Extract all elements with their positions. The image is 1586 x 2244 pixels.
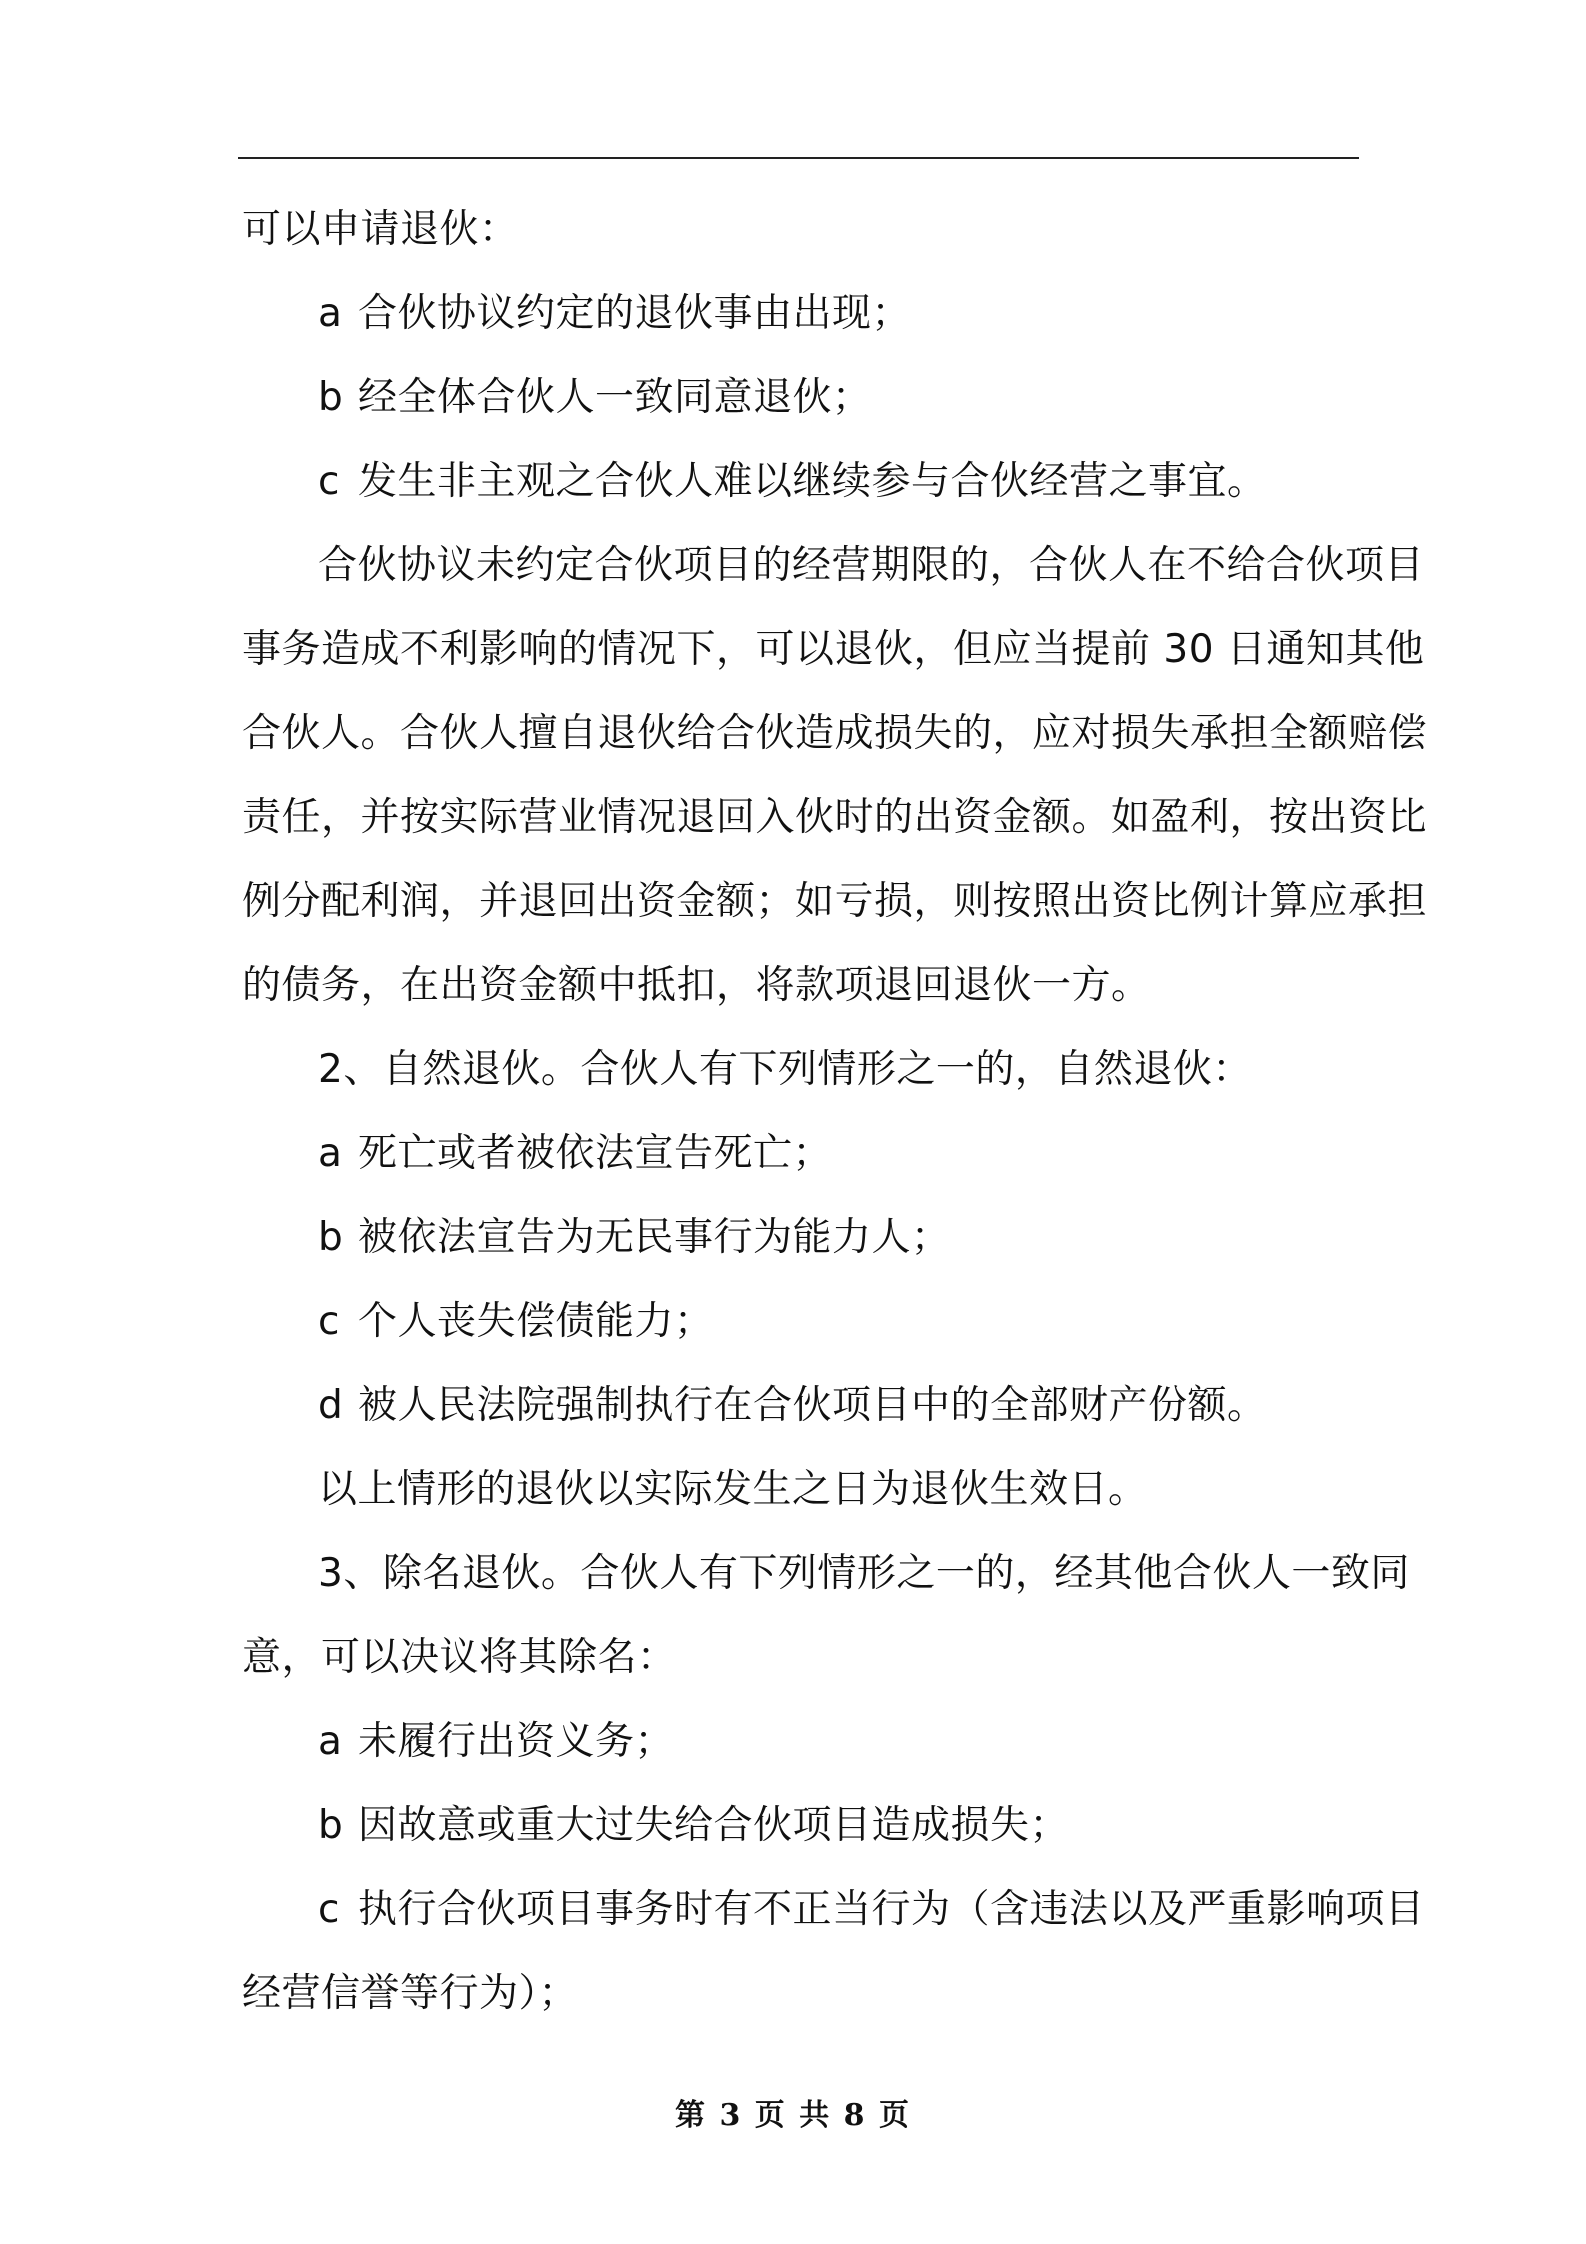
- list-item-text: 发生非主观之合伙人难以继续参与合伙经营之事宜。: [358, 459, 1267, 504]
- list-marker: a: [318, 1719, 343, 1764]
- paragraph-line: 责任，并按实际营业情况退回入伙时的出资金额。如盈利，按出资比: [242, 795, 1428, 840]
- header-rule: [238, 157, 1359, 159]
- list-item: [242, 440, 1359, 524]
- list-item-text: 个人丧失偿债能力；: [358, 1299, 714, 1344]
- list-marker: b: [318, 1215, 344, 1260]
- list-marker: c: [318, 459, 340, 504]
- list-marker: a: [318, 1131, 343, 1176]
- list-item-text: 死亡或者被依法宣告死亡；: [358, 1131, 833, 1176]
- paragraph-line: 以上情形的退伙以实际发生之日为退伙生效日。: [318, 1467, 1148, 1512]
- text-line: 可以申请退伙：: [242, 207, 519, 252]
- list-item: [242, 1868, 1425, 1952]
- list-item: [242, 1112, 1359, 1196]
- paragraph-line: 合伙人。合伙人擅自退伙给合伙造成损失的，应对损失承担全额赔偿: [242, 711, 1428, 756]
- list-marker: c: [318, 1299, 340, 1344]
- list-marker: a: [318, 291, 343, 336]
- list-item: [242, 1700, 1359, 1784]
- list-item-text: 经全体合伙人一致同意退伙；: [358, 375, 872, 420]
- list-item-text: 合伙协议约定的退伙事由出现；: [358, 291, 912, 336]
- list-item: [242, 272, 1359, 356]
- section-heading: 2、自然退伙。合伙人有下列情形之一的，自然退伙：: [318, 1047, 1252, 1092]
- section-heading: 3、除名退伙。合伙人有下列情形之一的，经其他合伙人一致同: [318, 1551, 1410, 1596]
- list-item: [242, 1784, 1359, 1868]
- list-item: [242, 356, 1359, 440]
- list-item-text: 因故意或重大过失给合伙项目造成损失；: [358, 1803, 1070, 1848]
- paragraph-line: 意，可以决议将其除名：: [242, 1635, 677, 1680]
- list-item: [242, 1196, 1359, 1280]
- list-item-text: 执行合伙项目事务时有不正当行为（含违法以及严重影响项目: [358, 1887, 1425, 1932]
- paragraph-line: 例分配利润，并退回出资金额；如亏损，则按照出资比例计算应承担: [242, 879, 1428, 924]
- list-marker: b: [318, 1803, 344, 1848]
- list-item-text: 未履行出资义务；: [358, 1719, 675, 1764]
- list-item-text: 被人民法院强制执行在合伙项目中的全部财产份额。: [358, 1383, 1267, 1428]
- paragraph-line: 事务造成不利影响的情况下，可以退伙，但应当提前 30 日通知其他: [242, 627, 1425, 672]
- list-marker: c: [318, 1887, 340, 1932]
- paragraph-line: 合伙协议未约定合伙项目的经营期限的，合伙人在不给合伙项目: [318, 543, 1425, 588]
- list-marker: b: [318, 375, 344, 420]
- page-number: 第 3 页 共 8 页: [675, 2098, 911, 2133]
- list-item: [242, 1280, 1359, 1364]
- list-item: [242, 1364, 1359, 1448]
- paragraph-line: 的债务，在出资金额中抵扣，将款项退回退伙一方。: [242, 963, 1151, 1008]
- document-body: [242, 188, 1428, 2036]
- list-item-text: 被依法宣告为无民事行为能力人；: [358, 1215, 951, 1260]
- list-marker: d: [318, 1383, 344, 1428]
- paragraph-line: 经营信誉等行为）；: [242, 1971, 579, 2016]
